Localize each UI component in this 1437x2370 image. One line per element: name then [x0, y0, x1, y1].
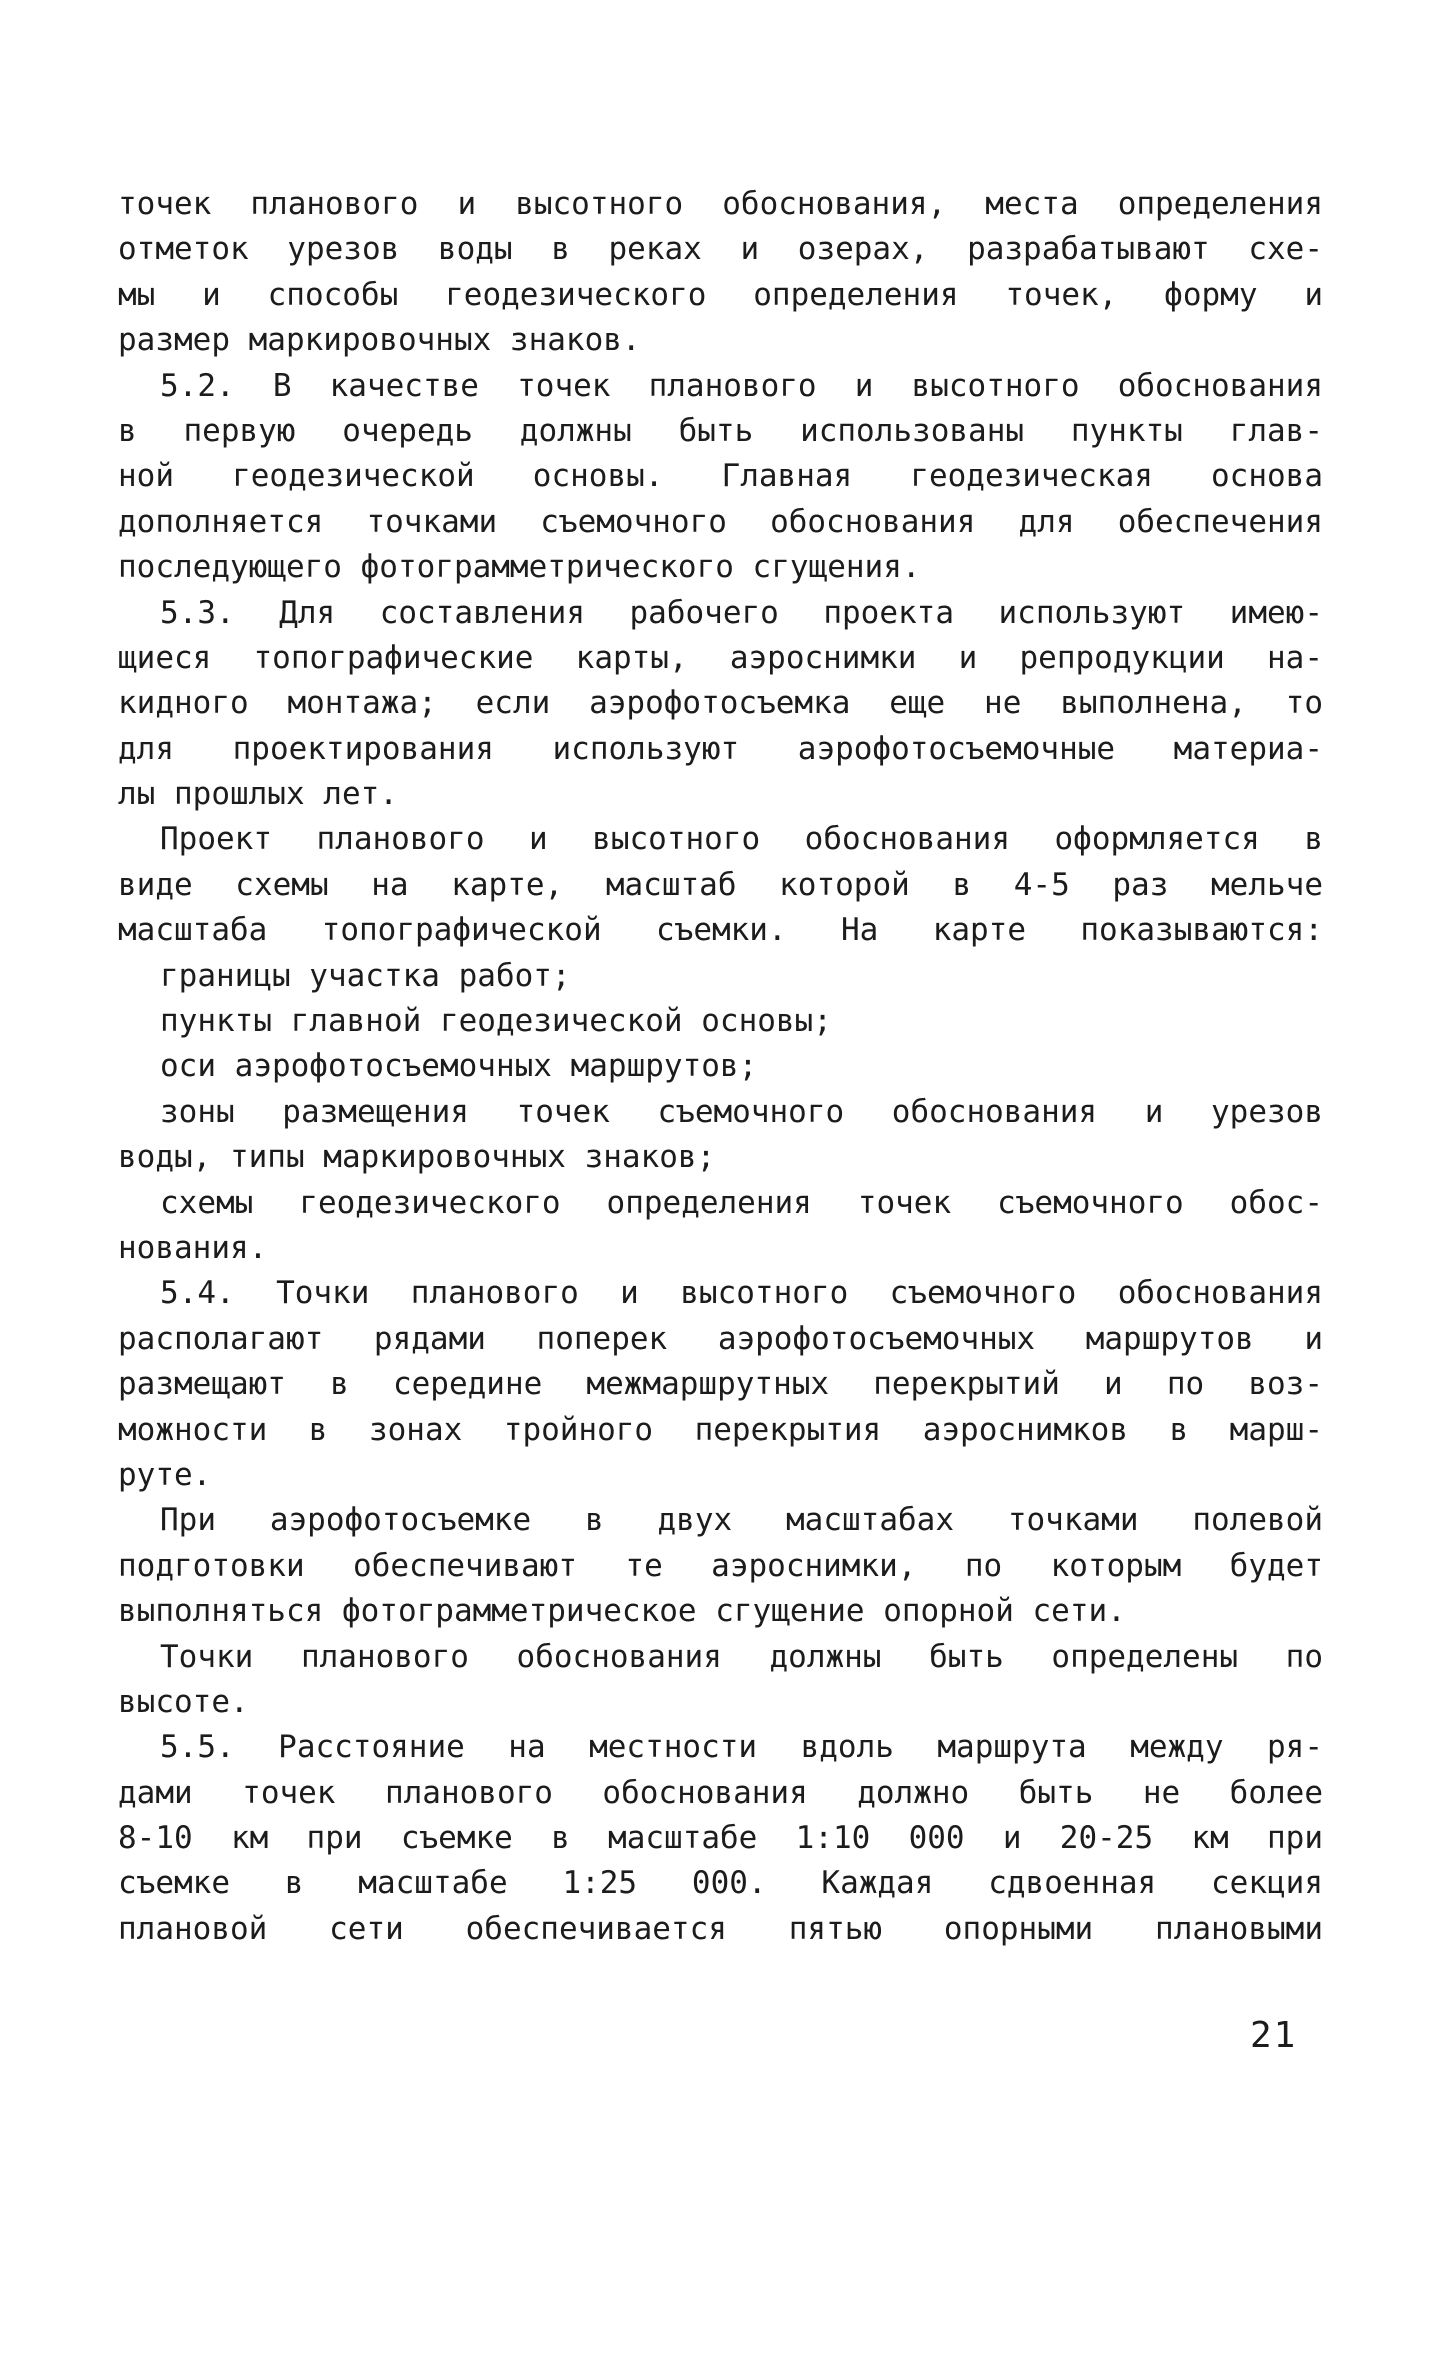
text-line: 5.2. В качестве точек планового и высотного обоснования [160, 367, 1323, 404]
text-line: подготовки обеспечивают те аэроснимки, по которым будет [118, 1547, 1323, 1584]
text-line: виде схемы на карте, масштаб которой в 4-5 раз мельче [118, 866, 1323, 903]
text-line: 5.5. Расстояние на местности вдоль маршрута между ря- [160, 1729, 1323, 1766]
text-line: лы прошлых лет. [118, 776, 398, 813]
text-line: можности в зонах тройного перекрытия аэроснимков в марш- [118, 1411, 1323, 1448]
text-line: располагают рядами поперек аэрофотосъемочных маршрутов и [118, 1320, 1323, 1357]
text-line: границы участка работ; [160, 957, 571, 994]
text-line: точек планового и высотного обоснования, места определения [118, 186, 1323, 222]
text-line: 5.3. Для составления рабочего проекта используют имею- [160, 594, 1323, 631]
text-line: 8-10 км при съемке в масштабе 1:10 000 и 20-25 км при [118, 1820, 1323, 1857]
text-line: дополняется точками съемочного обоснования для обеспечения [118, 503, 1323, 540]
text-line: съемке в масштабе 1:25 000. Каждая сдвоенная секция [118, 1865, 1323, 1902]
text-line: 5.4. Точки планового и высотного съемочного обоснования [160, 1275, 1323, 1312]
text-line: схемы геодезического определения точек съемочного обос- [160, 1184, 1323, 1221]
text-line: мы и способы геодезического определения точек, форму и [118, 276, 1323, 313]
text-line: ной геодезической основы. Главная геодезическая основа [118, 458, 1323, 495]
text-line: последующего фотограмметрического сгущения. [118, 549, 921, 586]
text-line: размер маркировочных знаков. [118, 322, 641, 359]
text-line: выполняться фотограмметрическое сгущение опорной сети. [118, 1593, 1126, 1630]
text-line: плановой сети обеспечивается пятью опорными плановыми [118, 1910, 1323, 1947]
body-text [118, 182, 1323, 1952]
text-line: отметок урезов воды в реках и озерах, разрабатывают схе- [118, 231, 1323, 268]
text-line: в первую очередь должны быть использованы пункты глав- [118, 412, 1323, 449]
text-line: размещают в середине межмаршрутных перекрытий и по воз- [118, 1366, 1323, 1403]
text-line: воды, типы маркировочных знаков; [118, 1139, 716, 1176]
text-line: кидного монтажа; если аэрофотосъемка еще не выполнена, то [118, 685, 1323, 722]
text-line: При аэрофотосъемке в двух масштабах точками полевой [160, 1502, 1323, 1539]
text-line: Проект планового и высотного обоснования оформляется в [160, 821, 1323, 858]
text-line: оси аэрофотосъемочных маршрутов; [160, 1048, 758, 1085]
text-line: пункты главной геодезической основы; [160, 1003, 832, 1040]
text-line: зоны размещения точек съемочного обоснования и урезов [160, 1093, 1323, 1130]
text-line: высоте. [118, 1683, 249, 1720]
text-line: щиеся топографические карты, аэроснимки и репродукции на- [118, 639, 1323, 676]
text-line: Точки планового обоснования должны быть определены по [160, 1638, 1323, 1675]
page-number: 21 [1250, 2015, 1298, 2056]
text-line: для проектирования используют аэрофотосъемочные материа- [118, 730, 1323, 767]
text-line: масштаба топографической съемки. На карте показываются: [118, 912, 1323, 949]
text-line: руте. [118, 1456, 212, 1493]
text-line: нования. [118, 1229, 268, 1266]
text-line: дами точек планового обоснования должно быть не более [118, 1774, 1323, 1811]
